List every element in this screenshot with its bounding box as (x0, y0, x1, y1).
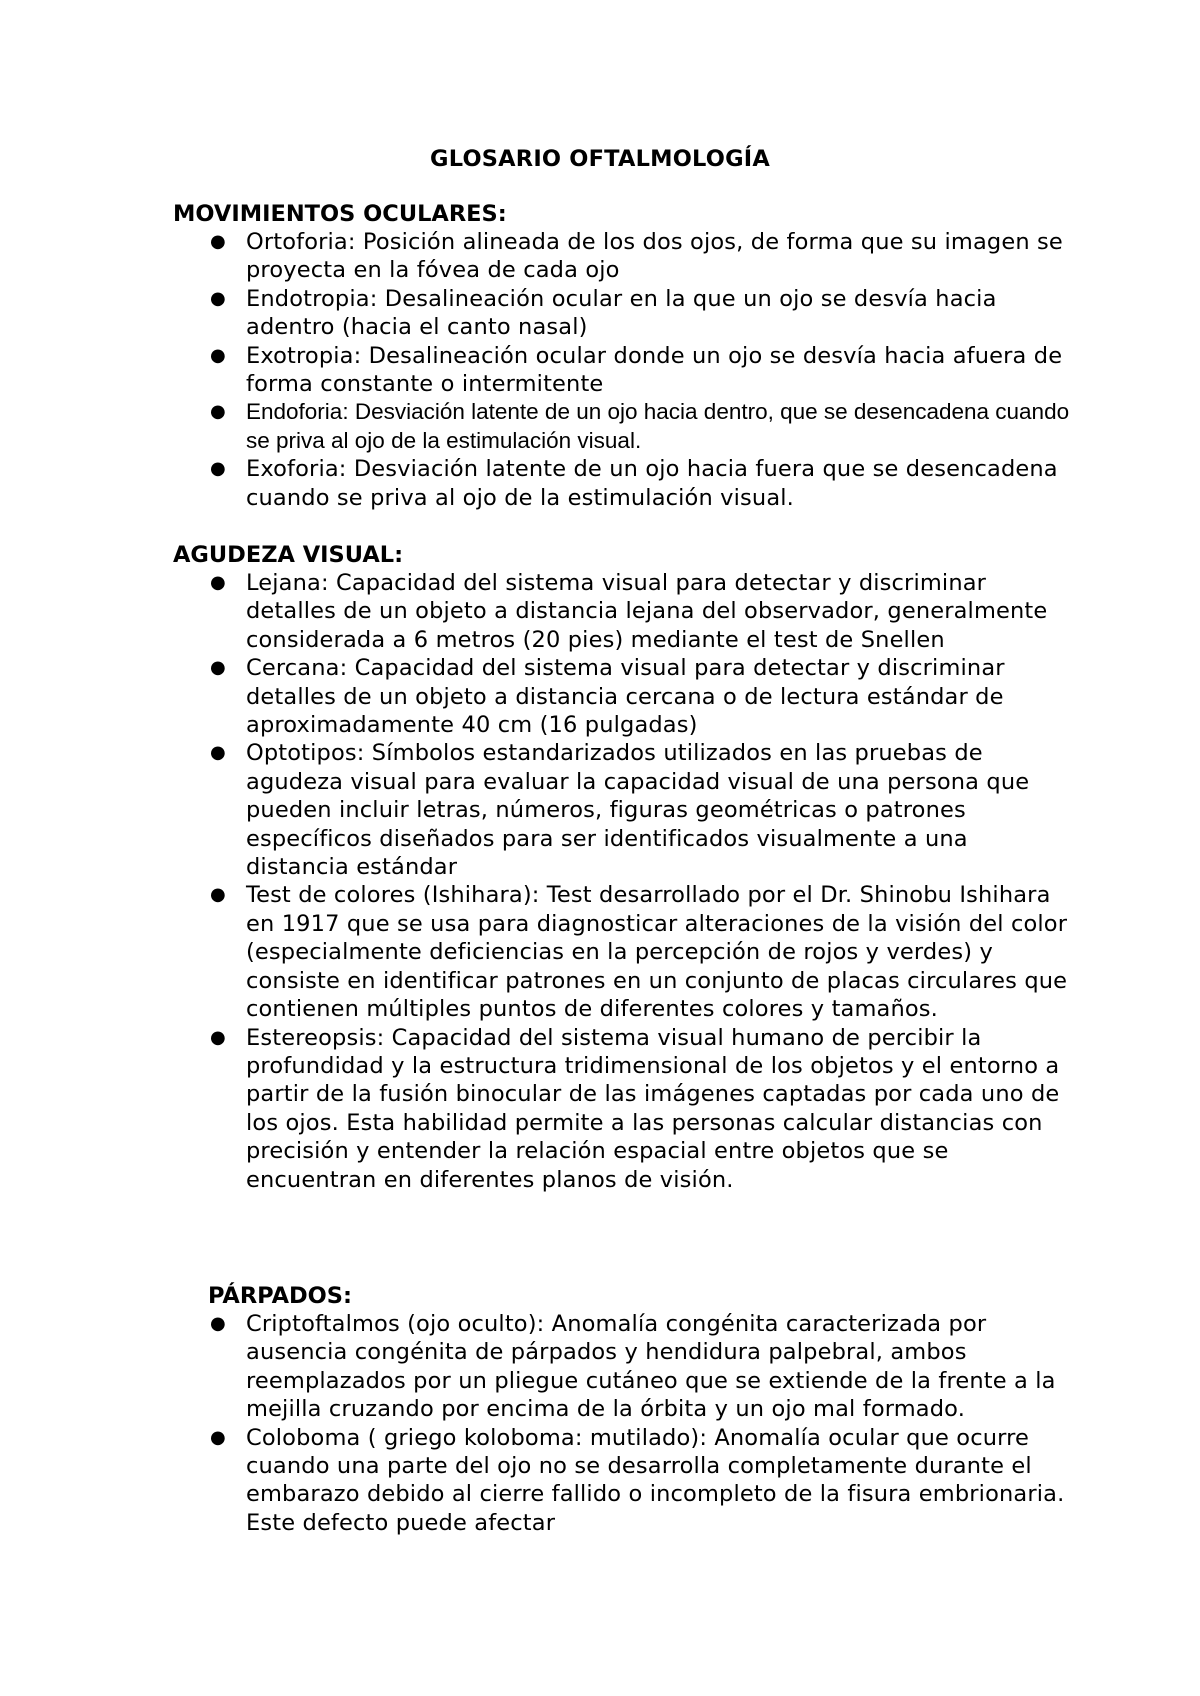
list-item (173, 739, 1073, 881)
list-item (173, 455, 1073, 512)
glossary-entry: Estereopsis: Capacidad del sistema visual humano de percibir la profundidad y la estructura tridimensional de los objetos y el entorno a partir de la fusión binocular de las imágenes captadas por cada uno de los ojos. Esta habilidad permite a las personas calcular distancias con precisión y entender la relación espacial entre objetos que se encuentran en diferentes planos de visión. (246, 1024, 1060, 1193)
list-item (173, 398, 1073, 455)
bullet-icon: ● (210, 458, 226, 480)
list-item (173, 1310, 1073, 1424)
section-movimientos-oculares (173, 200, 1073, 512)
list-item (173, 881, 1073, 1023)
glossary-entry: Coloboma ( griego koloboma: mutilado): Anomalía ocular que ocurre cuando una parte del ojo no se desarrolla completamente durante el embarazo debido al cierre fallido o incompleto de la fisura embrionaria. Este defecto puede afectar (246, 1424, 1065, 1536)
glossary-entry: Optotipos: Símbolos estandarizados utilizados en las pruebas de agudeza visual para evaluar la capacidad visual de una persona que pueden incluir letras, números, figuras geométricas o patrones específicos diseñados para ser identificados visualmente a una distancia estándar (246, 740, 1030, 881)
glossary-list (173, 228, 1073, 512)
glossary-entry: Exotropia: Desalineación ocular donde un ojo se desvía hacia afuera de forma constante o intermitente (246, 342, 1063, 398)
bullet-icon: ● (210, 401, 226, 423)
glossary-list (173, 569, 1073, 1194)
section-agudeza-visual (173, 541, 1073, 1194)
bullet-icon: ● (210, 657, 226, 679)
bullet-icon: ● (210, 1313, 226, 1334)
bullet-icon: ● (210, 231, 226, 252)
bullet-icon: ● (210, 344, 226, 366)
glossary-entry: Lejana: Capacidad del sistema visual para detectar y discriminar detalles de un objeto a distancia lejana del observador, generalmente considerada a 6 metros (20 pies) mediante el test de Snellen (246, 570, 1048, 653)
glossary-entry: Criptoftalmos (ojo oculto): Anomalía congénita caracterizada por ausencia congénita de párpados y hendidura palpebral, ambos reemplazados por un pliegue cutáneo que se extiende de la frente a la mejilla cruzando por encima de la órbita y un ojo mal formado. (246, 1311, 1056, 1423)
glossary-entry: Test de colores (Ishihara): Test desarrollado por el Dr. Shinobu Ishihara en 1917 que se usa para diagnosticar alteraciones de la visión del color (especialmente deficiencias en la percepción de rojos y verdes) y consiste en identificar patrones en un conjunto de placas circulares que contienen múltiples puntos de diferentes colores y tamaños. (246, 882, 1068, 1023)
glossary-entry: Ortoforia: Posición alineada de los dos ojos, de forma que su imagen se proyecta en la fóvea de cada ojo (246, 229, 1063, 284)
section-parpados (173, 1282, 1073, 1537)
bullet-icon: ● (210, 1026, 226, 1048)
glossary-entry: Exoforia: Desviación latente de un ojo hacia fuera que se desencadena cuando se priva al ojo de la estimulación visual. (246, 456, 1058, 511)
section-heading: AGUDEZA VISUAL: (173, 542, 404, 568)
bullet-icon: ● (210, 287, 226, 309)
list-item (173, 569, 1073, 654)
bullet-icon: ● (210, 572, 226, 593)
list-item (173, 228, 1073, 285)
bullet-icon: ● (210, 884, 226, 906)
list-item (173, 1024, 1073, 1194)
list-item (173, 654, 1073, 739)
page-title: GLOSARIO OFTALMOLOGÍA (430, 146, 770, 172)
glossary-entry: Cercana: Capacidad del sistema visual para detectar y discriminar detalles de un objeto a distancia cercana o de lectura estándar de aproximadamente 40 cm (16 pulgadas) (246, 655, 1005, 739)
section-heading: PÁRPADOS: (208, 1283, 353, 1309)
section-heading: MOVIMIENTOS OCULARES: (173, 201, 507, 227)
list-item (173, 285, 1073, 342)
list-item (173, 342, 1073, 399)
bullet-icon: ● (210, 742, 226, 764)
glossary-entry: Endotropia: Desalineación ocular en la que un ojo se desvía hacia adentro (hacia el canto nasal) (246, 285, 997, 341)
glossary-list (173, 1310, 1073, 1537)
glossary-entry: Endoforia: Desviación latente de un ojo hacia dentro, que se desencadena cuando se priva al ojo de la estimulación visual. (246, 399, 1070, 453)
list-item (173, 1424, 1073, 1538)
bullet-icon: ● (210, 1426, 226, 1448)
